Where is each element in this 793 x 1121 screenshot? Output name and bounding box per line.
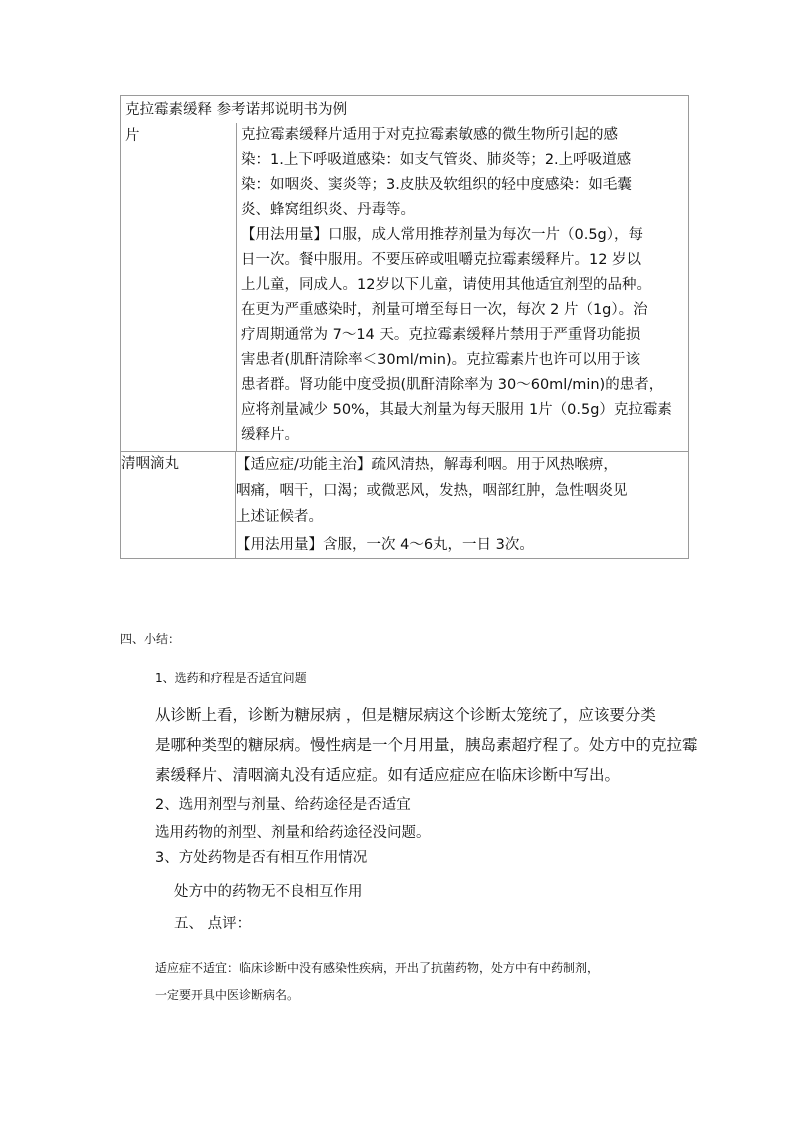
summary-item2-title: 2、选用剂型与剂量、给药途径是否适宜	[155, 797, 411, 813]
drug-name-line2: 片	[125, 128, 140, 144]
summary-item2-body: 选用药物的剂型、剂量和给药途径没问题。	[155, 825, 431, 841]
content-line: 染：如咽炎、窦炎等；3.皮肤及软组织的轻中度感染：如毛囊	[241, 177, 632, 193]
content-line: 缓释片。	[241, 427, 299, 443]
drug-content-cell	[236, 452, 689, 559]
content-line: 【用法用量】含服，一次 4～6丸，一日 3次。	[236, 537, 534, 553]
table-row	[121, 96, 689, 452]
content-line: 炎、蜂窝组织炎、丹毒等。	[241, 202, 415, 218]
content-line: 患者群。肾功能中度受损(肌酐清除率为 30～60ml/min)的患者，	[241, 377, 664, 393]
content-line: 【适应症/功能主治】疏风清热，解毒利咽。用于风热喉痹，	[236, 457, 618, 473]
review-body	[155, 955, 793, 1009]
content-line: 在更为严重感染时，剂量可增至每日一次，每次 2 片（1g）。治	[241, 302, 648, 318]
review-line: 一定要开具中医诊断病名。	[155, 988, 300, 1002]
content-line: 害患者(肌酐清除率＜30ml/min)。克拉霉素片也许可以用于该	[241, 352, 641, 368]
content-line: 咽痛，咽干，口渴；或微恶风，发热，咽部红肿，急性咽炎见	[236, 483, 628, 499]
drug-name: 清咽滴丸	[121, 456, 179, 472]
content-line: 克拉霉素缓释片适用于对克拉霉素敏感的微生物所引起的感	[241, 127, 618, 143]
content-line: 染：1.上下呼吸道感染：如支气管炎、肺炎等；2.上呼吸道感	[241, 152, 632, 168]
content-line: 上述证候者。	[236, 509, 323, 525]
summary-heading: 四、小结：	[120, 632, 181, 646]
summary-item1-body	[155, 700, 793, 790]
drug-content-cell	[236, 123, 688, 451]
body-line: 从诊断上看，诊断为糖尿病 ，但是糖尿病这个诊断太笼统了，应该要分类	[155, 706, 656, 724]
content-line: 应将剂量减少 50%，其最大剂量为每天服用 1片（0.5g）克拉霉素	[241, 402, 672, 418]
body-line: 素缓释片、清咽滴丸没有适应症。如有适应症应在临床诊断中写出。	[155, 766, 621, 784]
content-line: 疗周期通常为 7～14 天。克拉霉素缓释片禁用于严重肾功能损	[241, 327, 641, 343]
drug-name-line1: 克拉霉素缓释 参考诺邦说明书为例	[125, 102, 348, 118]
summary-item3-title: 3、方处药物是否有相互作用情况	[155, 850, 368, 866]
summary-item1-title: 1、选药和疗程是否适宜问题	[155, 671, 307, 685]
summary-item3-body: 处方中的药物无不良相互作用	[174, 884, 363, 900]
content-line: 上儿童，同成人。12岁以下儿童，请使用其他适宜剂型的品种。	[241, 277, 651, 293]
drug-table	[120, 95, 689, 559]
table-cell-clarithromycin	[121, 96, 689, 452]
drug-name-cell	[121, 452, 236, 559]
body-line: 是哪种类型的糖尿病。慢性病是一个月用量，胰岛素超疗程了。处方中的克拉霉	[155, 736, 698, 754]
review-line: 适应症不适宜：临床诊断中没有感染性疾病，开出了抗菌药物，处方中有中药制剂，	[155, 961, 600, 975]
content-line: 日一次。餐中服用。不要压碎或咀嚼克拉霉素缓释片。12 岁以	[241, 252, 642, 268]
content-line: 【用法用量】口服，成人常用推荐剂量为每次一片（0.5g），每	[241, 227, 644, 243]
table-row	[121, 452, 689, 559]
review-heading: 五、 点评：	[174, 916, 252, 932]
